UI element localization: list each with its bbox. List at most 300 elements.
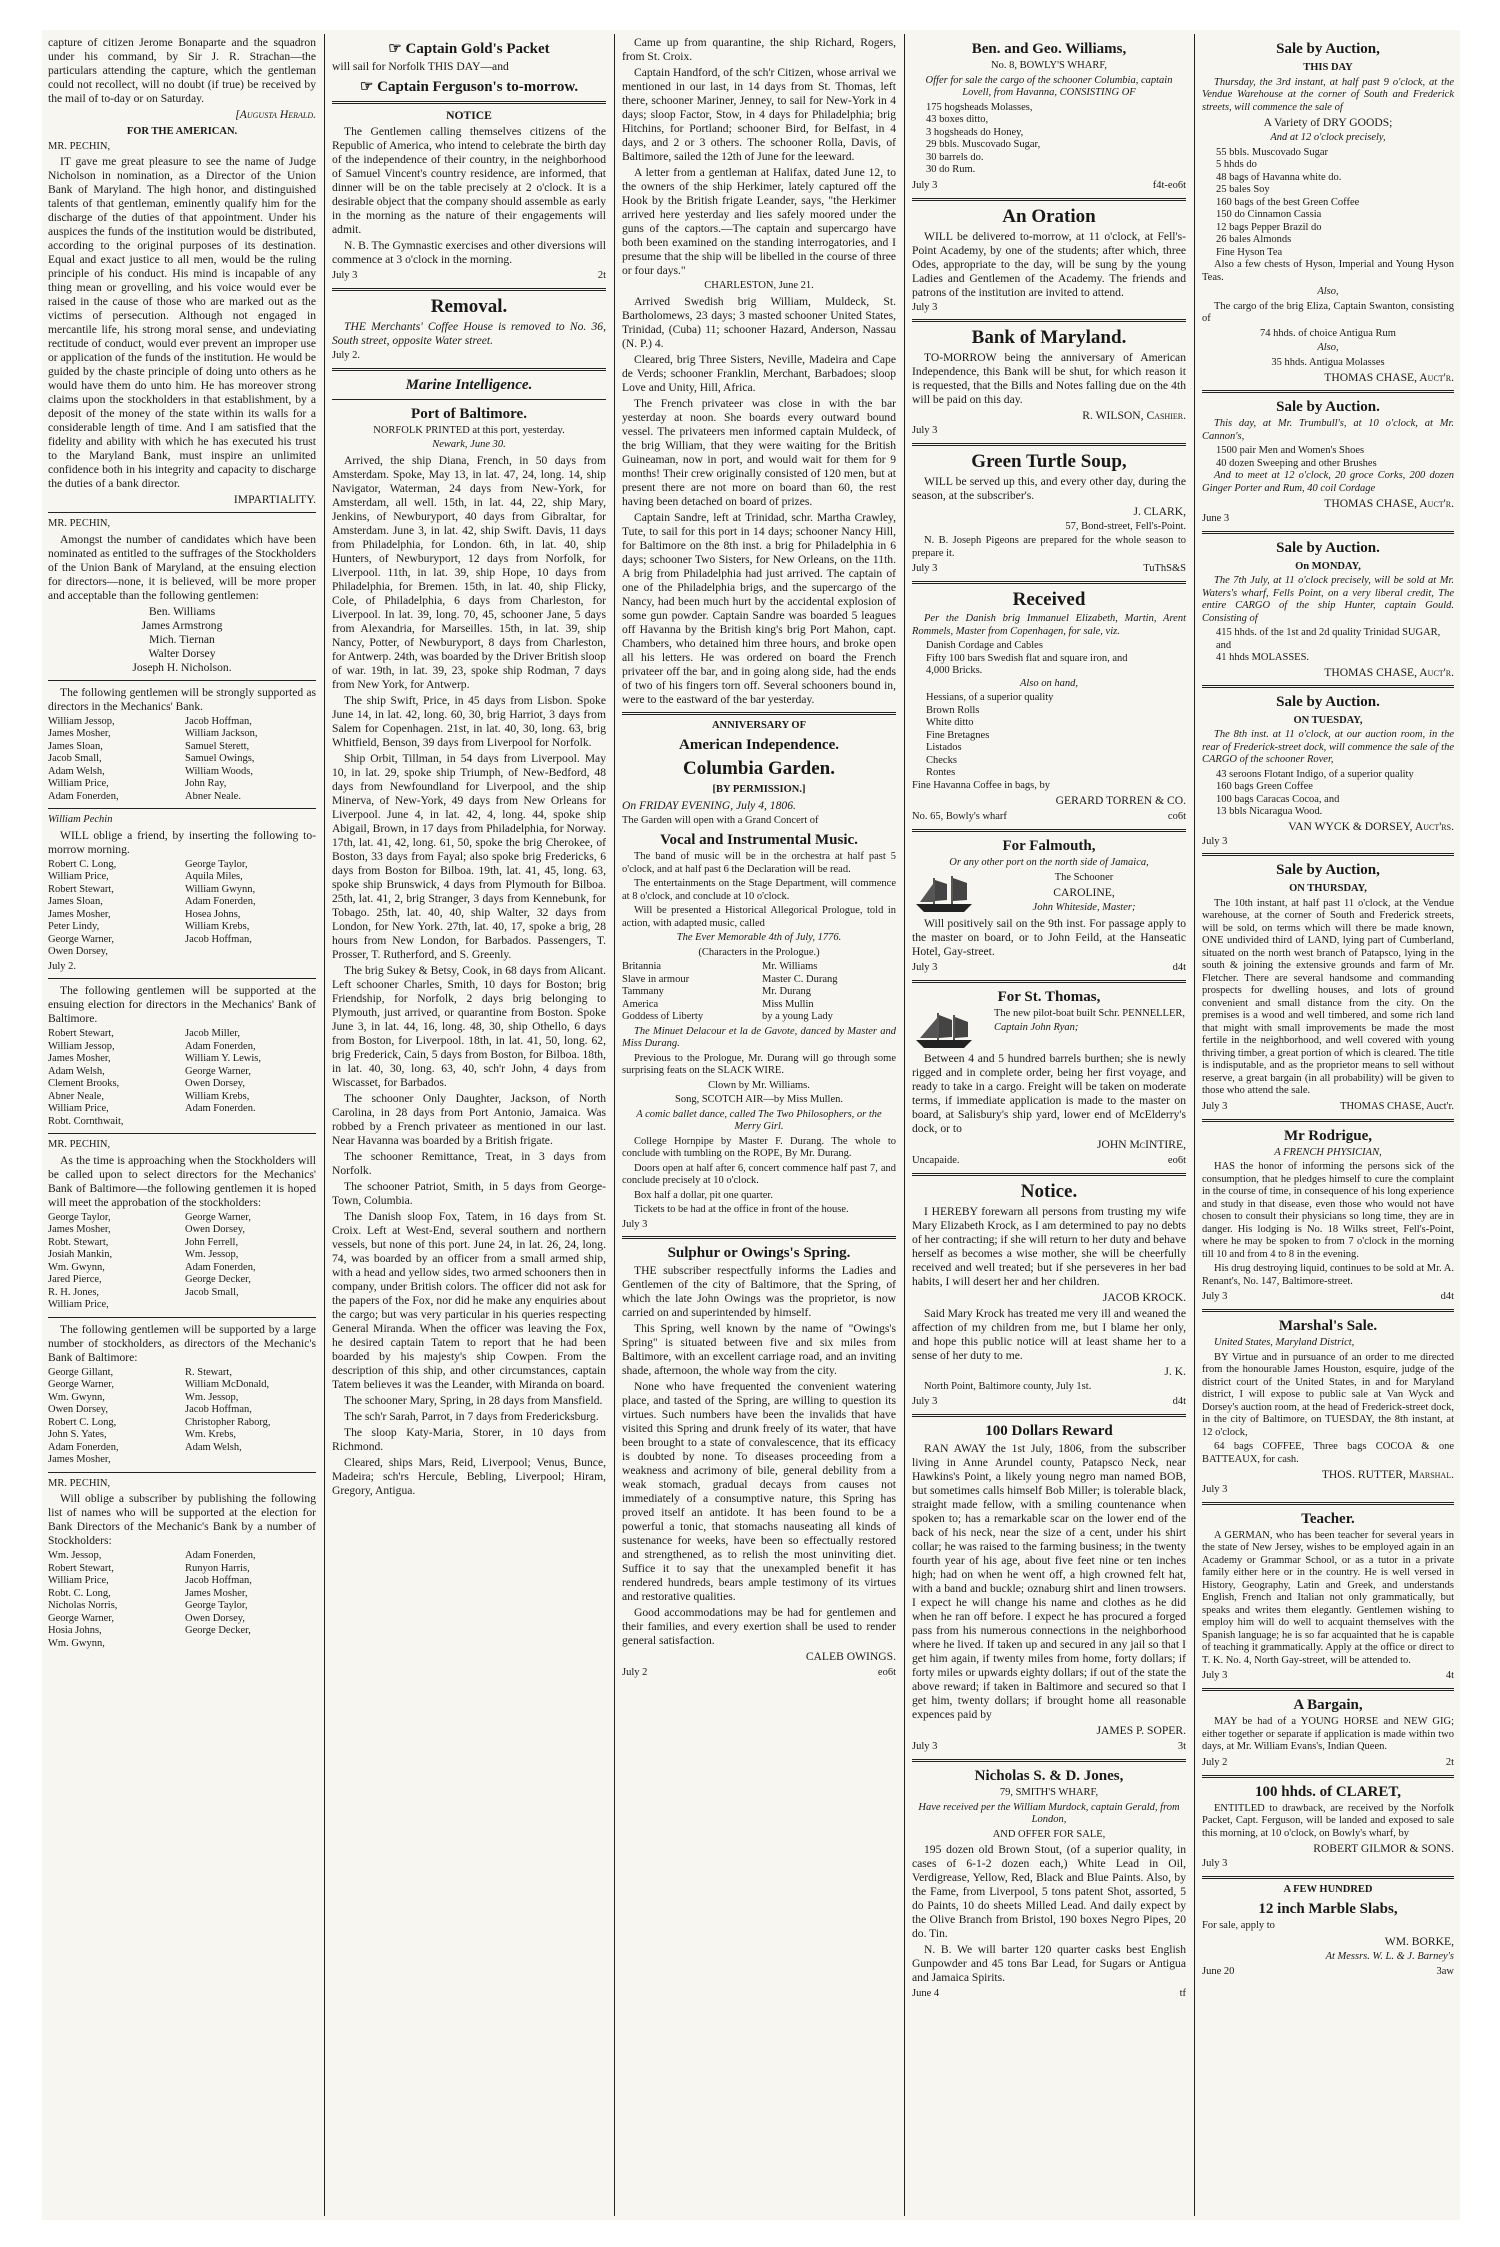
list-entry: Britannia <box>622 961 662 972</box>
auction-text: 74 hhds. of choice Antigua Rum <box>1260 327 1396 339</box>
reward-heading: 100 Dollars Reward <box>985 1423 1113 1439</box>
column-rule <box>324 34 325 2216</box>
list-entry: Slave in armour <box>622 973 690 985</box>
candidate-name: James Armstrong <box>141 618 223 632</box>
list-entry: John Ray, <box>185 778 227 789</box>
falmouth-ship-name: CAROLINE, <box>1053 886 1115 899</box>
chase-signature: THOMAS CHASE, Auct'r. <box>1324 371 1454 384</box>
auction-text: Also, <box>1317 342 1339 353</box>
list-entry: Owen Dorsey, <box>48 946 108 957</box>
dateline: July 3 <box>912 301 938 313</box>
list-entry: Jared Pierce, <box>48 1274 102 1285</box>
director-list <box>48 1028 316 1128</box>
list-entry: George Warner, <box>48 1612 114 1624</box>
caleb-owings-signature: CALEB OWINGS. <box>805 1650 896 1663</box>
marine-report: The ship Swift, Price, in 45 days from Lisbon. Spoke June 14, in lat. 42, long. 60, 30, brig Harriot, 3 days from Salem for Copenhagen. 21st, in lat. 40, 30, long. 63, brig Whitfield, Benson, 39 days from Liverpool for Norfolk. <box>332 693 606 749</box>
falmouth-text: Will positively sail on the 9th inst. For passage apply to the master on board, or to John Feild, at the Hanseatic Hotel, Gay-street. <box>912 916 1186 958</box>
dateline: July 3 2t <box>332 270 606 281</box>
dateline: July 3 <box>622 1218 648 1230</box>
list-entry: William Krebs, <box>185 921 250 932</box>
auction-text: This day, at Mr. Trumbull's, at 10 o'clock, at Mr. Cannon's, <box>1202 418 1454 442</box>
list-entry: Christopher Raborg, <box>185 1416 271 1428</box>
list-entry: Goddess of Liberty <box>622 1011 704 1022</box>
dateline: July 3 f4t-eo6t <box>912 179 1186 191</box>
spring-text: THE subscriber respectfully informs the Ladies and Gentlemen of the city of Baltimore, that the Spring, of which the late John Owings was the proprietor, is now carried on and superintended by himself. <box>622 1264 896 1319</box>
spring-text: Good accommodations may be had for gentlemen and their families, and every exertion shall be used to render general satisfaction. <box>622 1606 896 1647</box>
marine-report: Came up from quarantine, the ship Richard, Rogers, from St. Croix. <box>622 36 896 63</box>
for-the-american-heading: FOR THE AMERICAN. <box>126 126 238 137</box>
divider <box>1202 390 1454 393</box>
list-entry: William Gwynn, <box>185 883 256 895</box>
list-entry: Robt. C. Long, <box>48 1587 111 1599</box>
auction-goods-list <box>1202 147 1454 260</box>
garden-program: College Hornpipe by Master F. Durang. The whole to conclude with tumbling on the ROPE, By Mr. Durang. <box>622 1135 896 1159</box>
dateline: Uncapaide. eo6t <box>912 1154 1186 1166</box>
dateline: July 2. <box>48 960 77 972</box>
list-entry: James Sloan, <box>48 896 103 907</box>
packet-text: will sail for Norfolk THIS DAY—and <box>332 60 509 73</box>
union-bank-letter: IT gave me great pleasure to see the name of Judge Nicholson in nomination, as a Director of the Union Bank of Maryland. The high honor, and distinguished talents of that gentleman, eminently qualify him for the discharge of the duties of that appointment. Under his auspices the funds of the institution would be distributed, according to the original purposes of its destination. Equal and exact justice to all men, would be the ruling principle of his conduct. His mind is incapable of any thing mean or grovelling, and his voice would ever be raised in the cause of those who are marked out as the victims of persecution. Although not engaged in mercantile life, his strong moral sense, and undeviating rectitude of conduct, would ever prevent an improper use or application of the funds of the institution. He would be guided by the chaste principle of doing unto others as he would have them do unto him. He has moreover strong claims upon the stockholders in that establishment, by a deposit of the money of the state within its walls for a considerable length of time. And I am satisfied that the fidelity and ability with which he has executed his trust to the Maryland Bank, must inspire an unlimited confidence both in his integrity and capacity to discharge the duties of a bank director. <box>48 155 316 490</box>
garden-program: Will be presented a Historical Allegorical Prologue, told in action, with adapted music, called <box>622 905 896 929</box>
list-entry: Adam Fonerden, <box>48 790 119 802</box>
list-entry: America <box>622 998 659 1010</box>
auction-text: And at 12 o'clock precisely, <box>1270 132 1386 143</box>
list-entry: Jacob Small, <box>48 753 102 764</box>
notice-heading: Notice. <box>1020 1180 1078 1202</box>
marine-report: A letter from a gentleman at Halifax, dated June 12, to the owners of the ship Herkimer, lately captured off the Hook by the British frigate Leander, says, "the Herkimer arrived here yesterday and lies safely moored under the guns of the captors.—The captain and supercargo have both been examined on the standing interrogatories, and I presume that the ship will be libelled in the course of three or four days." <box>622 166 896 277</box>
mechanics-bank-notice: The following gentlemen will be supported by a large number of stockholders, as directors of the Mechanic's Bank of Baltimore: <box>48 1322 316 1364</box>
garden-program: Box half a dollar, pit one quarter. <box>634 1189 773 1201</box>
divider <box>1202 531 1454 534</box>
marble-heading: 12 inch Marble Slabs, <box>1258 1901 1398 1917</box>
list-entry: John Ferrell, <box>185 1236 239 1248</box>
list-entry: James Mosher, <box>48 1454 111 1465</box>
list-entry: Robt. Stewart, <box>48 1236 109 1248</box>
dateline: No. 65, Bowly's wharf co6t <box>912 811 1186 822</box>
auction-text: The cargo of the brig Eliza, Captain Swanton, consisting of <box>1202 300 1454 324</box>
list-item: 12 bags Pepper Brazil do <box>1216 221 1322 233</box>
list-entry: Peter Lindy, <box>48 921 100 932</box>
spring-text: None who have frequented the convenient watering place, and tasted of the Spring, are willing to question its virtues. Such numbers have been the invalids that have visited this Spring and drunk freely of its water, that have been brought to a state of convalescence, that its efficacy is doubted by none. To diseases proceeding from a weakness and acrimony of bile, general debility from a weak stomach, gradual decays from causes not immediately of a consumptive nature, this Spring has proved itself an antidote. It has been found to be a powerful a tonic, that stomachs nauseating all kinds of sustenance for weeks, have been so effectually restored and strengthened, as to relish the most uninviting diet. Suffice it to say that the unexampled benefit it has rendered hundreds, bears ample testimony of its virtues and restorative qualities. <box>622 1380 896 1603</box>
list-item: 175 hogsheads Molasses, <box>926 101 1033 113</box>
turtle-text: WILL be served up this, and every other day, during the season, at the subscriber's. <box>912 474 1186 502</box>
pointing-hand-icon: ☞ <box>388 41 402 57</box>
marine-report: The sch'r Sarah, Parrot, in 7 days from Fredericksburg. <box>344 1409 599 1423</box>
dateline: July 3 THOMAS CHASE, Auct'r. <box>1202 1100 1454 1112</box>
list-entry: R. Stewart, <box>185 1366 232 1378</box>
reward-text: RAN AWAY the 1st July, 1806, from the subscriber living in Anne Arundel county, Patapsco Neck, near Hawkins's Point, a likely young negro man named BOB, but sometimes calls himself Bob Miller; is tolerable black, straight made fellow, with a smiling countenance when spoken to; has a remarkable scar on the lower end of the back of his neck, near the size of a cent, under his shirt collar; he was raised to the farming business; in the twenty fourth year of his age, about five feet nine or ten inches high; had on when he went off, a high crowned felt hat, with a band and buckle; oznaburg shirt and linen trowsers. I expect he will change his name and clothes as he did when he ran off before. I expect he has procured a forged pass from his numerous connections in the neighborhood where he lived. If taken up and secured in any jail so that I get him again, if twenty miles from home, forty dollars; if forty miles or upwards eighty dollars; if out of the state the above reward; if taken in Baltimore and secured so that I get him, twenty dollars; if brought home all reasonable expences paid by <box>912 1442 1186 1721</box>
divider <box>1202 1775 1454 1778</box>
packet-heading: ☞ Captain Gold's Packet <box>388 41 550 57</box>
event-date: On FRIDAY EVENING, July 4, 1806. <box>622 798 796 812</box>
list-entry: Hosea Johns, <box>185 908 241 920</box>
list-entry: Adam Welsh, <box>48 765 105 777</box>
clark-signature: J. CLARK, <box>1133 504 1186 518</box>
letter-salutation: William Pechin <box>48 814 113 825</box>
list-item: 26 bales Almonds <box>1216 234 1292 245</box>
director-list <box>48 1550 316 1650</box>
bonaparte-capture-text: capture of citizen Jerome Bonaparte and the squadron under his command, by Sir J. R. Strachan—the particulars attending the capture, which the gentleman could not recollect, will no doubt (if true) be received by the mail of to-day or on Saturday. <box>48 36 316 105</box>
jones-address: 79, SMITH'S WHARF, <box>999 1787 1099 1798</box>
list-entry: Jacob Hoffman, <box>185 715 252 727</box>
auction-text: The 10th instant, at half past 11 o'clock, at the Vendue warehouse, at the corner of South and Frederick streets, will be sold, on terms which will there be made known, ONE undivided third of LAND, lying part of Cumberland, situated on the north west branch of Patapsco, lying in the south & joining the extensive grounds and farm of Mr. Fletcher. There are several handsome and commanding prospects for dwelling houses, and lots of ground convenient and small distance from the city. On the premises is a wood and well timbered, and some rich land that might with small improvements be made the most fertile in the neighborhood, and well covered with young thriving timber, a great portion of which is cleared. The title is indisputable, and as the proprietor means to sell without reserve, a great bargain (in all probability) will be given to those who attend the sale. <box>1202 897 1454 1096</box>
received-intro: Per the Danish brig Immanuel Elizabeth, Martin, Arent Rommels, Master from Copenhagen, for sale, viz. <box>912 613 1186 637</box>
director-list <box>48 716 316 804</box>
list-entry: William McDonald, <box>185 1379 270 1390</box>
column-4 <box>906 36 1192 2212</box>
clark-address: 57, Bond-street, Fell's-Point. <box>1065 520 1186 532</box>
auction-heading: Sale by Auction. <box>1276 539 1380 556</box>
auction-text: Thursday, the 3rd instant, at half past 9 o'clock, at the Vendue Warehouse at the corner of South and Frederick streets, will commence the sale of <box>1202 76 1454 113</box>
auction-variety: A Variety of DRY GOODS; <box>1263 116 1393 129</box>
list-item: Rontes <box>926 767 956 778</box>
marine-report: Arrived, the ship Diana, French, in 50 days from Amsterdam. Spoke, May 13, in lat. 47, 24, long. 14, ship Navigator, Waterman, 24 days from New-York, for Amsterdam, all well. 15th, in lat. 44, 22, ship Mary, Jenkins, of Newburyport, 40 days from Gibraltar, for Amsterdam. June 3, in lat. 42, ship Swift. Davis, 11 days from Philadelphia, for London. 6th, in lat. 40, ship Hunters, of Newburyport, 12 days from Norfolk, for Liverpool. 11th, in lat. 39, ship Hope, 10 days from Philadelphia, for Bremen. 15th, in lat. 40, ship Flicky, Cole, of Philadelphia, 6 days from Charleston, for Liverpool. In lat. 39, long. 70, 45, schooner Jane, 5 days from Alexandria, for Marseilles. 15th, in lat. 39, ship Nancy, Potter, of Newburyport, 8 days from Charleston, for Antwerp. 24th, was boarded by the Driver British sloop of war. 19th, in lat. 39, 23, spoke ship Rodman, 7 days from New York, for Antwerp. <box>332 453 607 691</box>
permission-line: [BY PERMISSION.] <box>712 784 806 795</box>
auction-heading: Sale by Auction. <box>1276 399 1380 415</box>
list-entry: James Sloan, <box>48 740 103 752</box>
divider <box>48 680 316 681</box>
divider <box>1202 1309 1454 1312</box>
list-entry: Miss Mullin <box>762 998 814 1010</box>
list-entry <box>185 1299 316 1312</box>
auction-text: The 7th July, at 11 o'clock precisely, will be sold at Mr. Waters's wharf, Fells Point, on a very liberal credit, The entire CARGO of the ship Hunter, captain Gould. Consisting of <box>1202 575 1454 624</box>
auction-goods-list <box>1202 445 1454 470</box>
candidate-name: Mich. Tiernan <box>149 632 215 646</box>
marine-report: Captain Sandre, left at Trinidad, schr. Martha Crawley, Tute, to sail for this port in 14 days; schooner Nancy Hill, for Baltimore on the 8th inst. a brig for Philadelphia in 6 days; schooner Two Sisters, for New Orleans, on the 11th. A brig from Philadelphia had just arrived. The captain of one of the Philadelphia brigs, and the supercargo of the Nancy, had been much hurt by the accidental explosion of some gun powder. Captain Sandre was boarded 5 leagues off Havanna by the British king's brig Port Mahon, capt. Chambers, who detained him three hours, and broke open all his letters. He was ordered on board the French privateer off the bar, and in going along side, had the ends of two of his fingers torn off. Several schooners bound in, were to the eastward of the bar yesterday. <box>622 510 896 706</box>
list-entry: John S. Yates, <box>48 1429 107 1440</box>
list-entry: Nicholas Norris, <box>48 1600 118 1611</box>
candidate-name: Walter Dorsey <box>148 646 216 660</box>
mcintire-signature: JOHN McINTIRE, <box>1096 1137 1186 1151</box>
list-entry: William Krebs, <box>185 1090 250 1102</box>
list-entry: Wm. Krebs, <box>185 1429 237 1440</box>
notice-text: The Gentlemen calling themselves citizens of the Republic of America, who intend to celebrate the birth day of the independence of their country, in the neighborhood of Samuel Vincent's country residence, are informed, that dinner will be on the table precisely at 2 o'clock. It is a desirable object that the company should assemble as early in the morning as the nature of their engagements will admit. <box>332 125 606 236</box>
auction-day: THIS DAY <box>1303 62 1353 73</box>
divider <box>48 1133 316 1134</box>
list-item: 5 hhds do <box>1216 159 1257 170</box>
list-item: 48 bags of Havanna white do. <box>1216 171 1342 183</box>
marshal-sub: United States, Maryland District, <box>1214 1337 1355 1348</box>
dateline: Newark, June 30. <box>432 439 506 450</box>
list-entry: Tammany <box>622 986 664 997</box>
column-3 <box>616 36 902 2212</box>
letter-salutation: MR. PECHIN, <box>48 518 111 529</box>
mechanics-bank-notice: The following gentlemen will be strongly supported as directors in the Mechanics' Bank. <box>48 685 316 713</box>
list-entry: George Taylor, <box>185 858 248 870</box>
list-item: 29 bbls. Muscovado Sugar, <box>926 139 1041 150</box>
wilson-signature: R. WILSON, Cashier. <box>1082 409 1186 422</box>
list-entry: George Warner, <box>48 933 114 945</box>
list-entry: Wm. Gwynn, <box>48 1637 105 1649</box>
friend-request-text: WILL oblige a friend, by inserting the following to-morrow morning. <box>48 828 316 856</box>
list-entry: William Jessop, <box>48 1040 115 1052</box>
list-entry: Abner Neale. <box>185 790 241 802</box>
list-entry: Jacob Hoffman, <box>185 1575 252 1586</box>
mechanics-bank-notice: As the time is approaching when the Stockholders will be called upon to select directors for the Mechanics' Bank of Baltimore—the following gentlemen it is hoped will meet the approbation of the stockholders: <box>48 1153 316 1209</box>
list-entry: James Mosher, <box>185 1587 248 1599</box>
list-entry: Owen Dorsey, <box>48 1404 108 1415</box>
list-item: Fine Hyson Tea <box>1216 246 1283 258</box>
concert-line: The Garden will open with a Grand Concert of <box>622 814 819 826</box>
list-entry: James Mosher, <box>48 728 111 739</box>
sulphur-spring-heading: Sulphur or Owings's Spring. <box>667 1245 851 1261</box>
torren-signature: GERARD TORREN & CO. <box>1055 794 1186 807</box>
list-entry: George Warner, <box>185 1211 251 1223</box>
list-entry: Samuel Sterett, <box>185 740 250 752</box>
divider <box>622 712 896 715</box>
letter-salutation: MR. PECHIN, <box>48 1477 111 1489</box>
list-entry: Robert Stewart, <box>48 883 114 895</box>
marshal-text: BY Virtue and in pursuance of an order to me directed from the honourable James Houston, esquire, judge of the district court of the United States, in and for Maryland district, I will expose to public sale at Van Wyck and Dorsey's auction room, at the head of Frederick-street dock, in the city of Baltimore, on TUESDAY, the 8th instant, at 12 o'clock, <box>1202 1351 1454 1438</box>
list-entry: Owen Dorsey, <box>185 1224 245 1235</box>
list-entry: William Price, <box>48 1299 109 1310</box>
list-entry: George Warner, <box>48 1379 114 1390</box>
marine-report: Ship Orbit, Tillman, in 54 days from Liverpool. May 10, in lat. 29, spoke ship Triumph, of New-Bedford, 48 days from Newfoundland for Liverpool, and the ship Minerva, of New-York, 49 days from New Orleans for Liverpool. June 4, in lat. 42, 4, long. 44, spoke ship Abigail, Brown, in 17 days from Philadelphia, for Norway. 17th, lat. 41, 42, long. 61, 50, spoke the brig Cherokee, of Boston, 33 days from Fayal; also spoke brig Fredericks, 6 days from Boston for Bilboa. 19th, lat. 41, 45, long. 63, spoke ship Brunswick, 4 days from Plymouth for Bilboa. 25th, lat. 41, 2, brig Stranger, 3 days from Kennebunk, for Tobago. 25th, lat. 40, 40, ship Walter, 32 days from London, for New York. 27th, lat. 40, 17, spoke a brig, 28 hours from New London, for Barbados. Passengers, T. Prosser, T. Rutherford, and S. Greenly. <box>332 751 606 961</box>
impartiality-signature: IMPARTIALITY. <box>233 493 316 506</box>
list-entry: Aquila Miles, <box>185 871 243 882</box>
dateline: June 4 tf <box>912 1988 1186 1999</box>
st-thomas-sub: The new pilot-boat built Schr. PENNELLER, <box>994 1007 1186 1019</box>
dateline: July 3 <box>1202 1484 1228 1495</box>
list-entry: William Jackson, <box>185 728 258 739</box>
list-entry: Adam Fonerden, <box>185 1040 256 1052</box>
list-entry: Runyon Harris, <box>185 1562 250 1574</box>
list-entry: Adam Welsh, <box>48 1065 105 1077</box>
auction-text: The 8th inst. at 11 o'clock, at our auction room, in the rear of Frederick-street dock, will commence the sale of the CARGO of the schooner Rover, <box>1202 729 1454 765</box>
list-entry: Adam Welsh, <box>185 1441 242 1453</box>
list-entry: William Woods, <box>185 765 253 777</box>
divider <box>622 1236 896 1239</box>
auction-text: Also, <box>1317 286 1339 297</box>
gilmor-signature: ROBERT GILMOR & SONS. <box>1313 1842 1454 1855</box>
dateline: July 3 <box>1202 1858 1228 1869</box>
list-item: 3 hogsheads do Honey, <box>926 126 1024 138</box>
auction-goods-list <box>1202 627 1454 665</box>
list-entry: Master C. Durang <box>762 973 838 985</box>
oration-heading: An Oration <box>1002 205 1096 227</box>
soper-signature: JAMES P. SOPER. <box>1096 1724 1186 1737</box>
williams-offer: Offer for sale the cargo of the schooner Columbia, captain Lovell, from Havanna, CONSISTING OF <box>925 74 1173 98</box>
dateline: June 20 3aw <box>1202 1966 1454 1977</box>
sailing-ship-icon <box>912 1010 976 1050</box>
divider <box>912 980 1186 983</box>
list-entry <box>185 946 316 959</box>
list-item: 13 bbls Nicaragua Wood. <box>1216 806 1323 817</box>
divider <box>912 829 1186 832</box>
list-entry <box>185 1638 316 1651</box>
column-5 <box>1196 36 1460 2212</box>
list-entry: Owen Dorsey, <box>185 1078 245 1089</box>
krock-signature: JACOB KROCK. <box>1102 1290 1186 1304</box>
removal-text: THE Merchants' Coffee House is removed to No. 36, South street, opposite Water street. <box>332 320 606 347</box>
list-item: 30 barrels do. <box>926 151 984 163</box>
list-entry: George Decker, <box>185 1274 251 1285</box>
column-rule <box>1194 34 1195 2216</box>
list-entry: Jacob Hoffman, <box>185 1404 252 1415</box>
marine-report: The schooner Mary, Spring, in 28 days from Mansfield. <box>344 1393 603 1407</box>
list-entry: Josiah Mankin, <box>48 1249 113 1260</box>
list-item: Listados <box>926 742 962 753</box>
director-list <box>48 859 316 959</box>
list-entry: Robt. Cornthwait, <box>48 1115 124 1127</box>
jones-heading: Nicholas S. & D. Jones, <box>974 1768 1124 1784</box>
dateline: July 3 d4t <box>912 961 1186 973</box>
port-heading: Port of Baltimore. <box>411 405 527 422</box>
list-entry: Robert Stewart, <box>48 1562 114 1574</box>
list-entry: Adam Fonerden. <box>185 1103 256 1114</box>
divider <box>1202 685 1454 688</box>
auction-day: ON THURSDAY, <box>1289 883 1367 894</box>
list-entry: William Price, <box>48 1103 109 1114</box>
garden-program: Previous to the Prologue, Mr. Durang will go through some surprising feats on the SLACK WIRE. <box>622 1052 896 1076</box>
garden-program: Tickets to be had at the office in front of the house. <box>634 1204 849 1215</box>
list-entry: Adam Fonerden, <box>185 1550 256 1561</box>
divider <box>912 581 1186 584</box>
borke-address: At Messrs. W. L. & J. Barney's <box>1325 1950 1454 1962</box>
list-item: Danish Cordage and Cables <box>926 640 1043 651</box>
dateline: CHARLESTON, June 21. <box>704 280 814 291</box>
list-item: 55 bbls. Muscovado Sugar <box>1216 146 1328 158</box>
bank-of-maryland-heading: Bank of Maryland. <box>971 327 1127 348</box>
goods-list <box>912 640 1186 678</box>
anniversary-heading: American Independence. <box>679 737 839 753</box>
dateline: July 3 d4t <box>1202 1291 1454 1302</box>
jones-intro: Have received per the William Murdock, captain Gerald, from London, <box>918 1801 1180 1825</box>
rodrigue-text: HAS the honor of informing the persons sick of the consumption, that he pledges himself to cure the complaint in the course of time, in consequence of his long experience and study in that disease, even those who would not have chosen to consult their physicians so long time, they are in danger. His lodging is No. 18 Wilks street, Fell's-Point, where he may be spoken to from 7 o'clock in the morning till 10 and from 4 to 8 in the evening. <box>1202 1161 1454 1260</box>
newspaper-page <box>42 30 1460 2220</box>
dateline: July 3 3t <box>912 1741 1186 1752</box>
falmouth-heading: For Falmouth, <box>1002 838 1096 854</box>
divider <box>332 368 606 371</box>
list-item: Fifty 100 bars Swedish flat and square iron, and <box>926 652 1128 664</box>
list-item: 160 bags of the best Green Coffee <box>1216 196 1360 208</box>
list-item: Fine Bretagnes <box>926 729 990 741</box>
dateline: July 3 <box>1202 835 1228 847</box>
divider <box>1202 853 1454 856</box>
rutter-signature: THOS. RUTTER, Marshal. <box>1321 1468 1454 1481</box>
director-list <box>48 1367 316 1467</box>
claret-heading: 100 hhds. of CLARET, <box>1254 1783 1401 1800</box>
list-entry: Hosia Johns, <box>48 1625 102 1636</box>
marble-pre: A FEW HUNDRED <box>1283 1883 1373 1895</box>
column-rule <box>614 34 615 2216</box>
dateline: June 3 <box>1202 513 1230 524</box>
jones-goods: 195 dozen old Brown Stout, (of a superior quality, in cases of 6-1-2 dozen each,) White Lead in Oil, Verdigrease, Yellow, Red, Black and Blue Paints. Also, by the Fame, from Liverpool, 5 tons patent Shot, assorted, 5 do Paints, 10 do sheets Milled Lead. And daily expect by the Olive Branch from Bristol, 190 boxes Negro Pipes, 20 do. Tin. <box>912 1843 1186 1940</box>
jones-offer: AND OFFER FOR SALE, <box>992 1828 1106 1840</box>
st-thomas-text: Between 4 and 5 hundred barrels burthen; she is newly rigged and in complete order, being her first voyage, and ready to take in a cargo. Freight will be taken on moderate terms, if immediate application is made to the master on board, at Salisbury's ship yard, lower end of McElderry's dock, or to <box>912 1051 1186 1135</box>
auction-heading: Sale by Auction. <box>1276 693 1380 710</box>
list-entry: Samuel Owings, <box>185 753 255 764</box>
list-entry: Wm. Jessop, <box>185 1391 239 1403</box>
teacher-heading: Teacher. <box>1301 1510 1355 1527</box>
rodrigue-sub: A FRENCH PHYSICIAN, <box>1274 1146 1382 1158</box>
garden-program: A comic ballet dance, called The Two Philosophers, or the Merry Girl. <box>636 1108 882 1132</box>
garden-program: The entertainments on the Stage Department, will commence at 8 o'clock, and conclude at 10 o'clock. <box>622 878 896 902</box>
also-on-hand: Also on hand, <box>1019 677 1079 689</box>
list-entry: William Price, <box>48 1575 109 1586</box>
divider <box>1202 1502 1454 1505</box>
borke-signature: WM. BORKE, <box>1384 1934 1454 1948</box>
notice-heading: NOTICE <box>446 109 492 122</box>
characters-heading: (Characters in the Prologue.) <box>698 946 820 958</box>
received-tail: Fine Havanna Coffee in bags, by <box>912 779 1051 791</box>
list-item: Checks <box>926 754 957 766</box>
marshal-heading: Marshal's Sale. <box>1278 1318 1378 1334</box>
list-entry: William Y. Lewis, <box>185 1053 261 1064</box>
list-entry: Jacob Miller, <box>185 1028 240 1039</box>
auction-text: 35 hhds. Antigua Molasses <box>1271 356 1385 368</box>
cargo-list <box>912 102 1186 177</box>
list-entry: James Mosher, <box>48 1053 111 1064</box>
list-entry: George Warner, <box>185 1065 251 1077</box>
marine-report: The French privateer was close in with the bar yesterday at noon. She boards every outward bound vessel. The privateers men informed captain Muldeck, of the brig William, that they were waiting for the British Guineaman, now in port, and would wait for them for 9 months! Their crew originally consisted of 120 men, but at present there are not more on board than 60, the rest having been detached on board of prizes. <box>622 396 896 508</box>
divider <box>912 1759 1186 1762</box>
list-entry: George Decker, <box>185 1625 251 1636</box>
list-entry: Mr. Williams <box>762 961 818 972</box>
list-entry: R. H. Jones, <box>48 1286 100 1298</box>
packet-heading: ☞ Captain Ferguson's to-morrow. <box>359 79 579 95</box>
marine-report: The schooner Remittance, Treat, in 3 days from Norfolk. <box>332 1149 606 1177</box>
list-entry: Owen Dorsey, <box>185 1612 245 1624</box>
character-list <box>622 961 896 1024</box>
anniversary-heading: ANNIVERSARY OF <box>711 719 807 731</box>
list-entry: Abner Neale, <box>48 1090 104 1102</box>
bargain-text: MAY be had of a YOUNG HORSE and NEW GIG; either together or separate if application is made within two days, at Mr. William Evans's, Indian Queen. <box>1202 1716 1454 1752</box>
list-entry: Wm. Jessop, <box>48 1550 102 1561</box>
garden-program: The band of music will be in the orchestra at half past 5 o'clock, and at half past 6 the Declaration will be read. <box>622 851 896 875</box>
notice-nb-text: N. B. The Gymnastic exercises and other diversions will commence at 3 o'clock in the morning. <box>332 239 606 266</box>
spring-text: This Spring, well known by the name of "Owings's Spring" is situated between five and six miles from Baltimore, with an excellent carriage road, and an inviting shade, afternoon, the whole way from the city. <box>622 1322 896 1377</box>
dateline: July 3 TuThS&S <box>912 563 1186 574</box>
list-entry <box>185 1116 316 1129</box>
marine-report: The sloop Katy-Maria, Storer, in 10 days from Richmond. <box>332 1425 606 1453</box>
list-entry: George Taylor, <box>185 1600 248 1611</box>
list-item: 43 boxes ditto, <box>926 114 989 125</box>
list-entry: Wm. Gwynn, <box>48 1261 105 1273</box>
divider <box>912 1414 1186 1417</box>
column-rule <box>904 34 905 2216</box>
list-entry: Adam Fonerden, <box>48 1441 119 1453</box>
garden-program: Doors open at half after 6, concert commence half past 7, and conclude precisely at 10 o'clock. <box>622 1162 896 1186</box>
goods-list <box>912 692 1186 780</box>
st-thomas-heading: For St. Thomas, <box>997 988 1101 1005</box>
list-item: 4,000 Bricks. <box>926 665 983 676</box>
marine-report: The schooner Only Daughter, Jackson, of North Carolina, in 28 days from Port Antonio, Jamaica. Was robbed by a French privateer as mentioned in our last. Near Havanna was boarded by a British frigate. <box>332 1091 606 1147</box>
van-wyck-signature: VAN WYCK & DORSEY, Auct'rs. <box>1288 819 1454 833</box>
divider <box>48 512 316 513</box>
st-thomas-master: Captain John Ryan; <box>994 1022 1079 1033</box>
divider <box>1202 1119 1454 1122</box>
removal-heading: Removal. <box>430 296 508 317</box>
auction-text: And to meet at 12 o'clock, 20 groce Corks, 200 dozen Ginger Porter and Rum, 40 coil Cordage <box>1202 470 1454 494</box>
dateline: July 2 2t <box>1202 1756 1454 1768</box>
column-2 <box>326 36 612 2212</box>
list-item: White ditto <box>926 717 974 728</box>
list-entry: Adam Fonerden, <box>185 1261 256 1273</box>
candidate-name: Joseph H. Nicholson. <box>132 660 232 674</box>
dateline: July 3 d4t <box>912 1396 1186 1407</box>
list-entry: Jacob Hoffman, <box>185 933 252 945</box>
prologue-title: The Ever Memorable 4th of July, 1776. <box>676 932 842 943</box>
marine-report: The brig Sukey & Betsy, Cook, in 68 days from Alicant. Left schooner Charles, Smith, 10 days for Boston; brig Friendship, for Norfolk, 2 days brig belonging to Plymouth, just arrived, or quarantine from Boston. Spoke June 3, in lat. 44, 16, long. 48, 30, ship Othello, 6 days from Boston, for Liverpool. 18th, in lat. 41, 50, long. 62, brig Frederick, Cain, 5 days from Boston, for Bilboa. 18th, in lat. 40, 30, long. 63, 40, sch'r John, 4 days from Wiscasset, for Barbados. <box>332 963 606 1089</box>
list-item: 100 bags Caracas Cocoa, and <box>1216 793 1340 805</box>
list-item: 415 hhds. of the 1st and 2d quality Trinidad SUGAR, and <box>1216 627 1441 651</box>
krock-location: North Point, Baltimore county, July 1st. <box>924 1380 1092 1392</box>
candidate-name-list <box>48 605 316 675</box>
rodrigue-heading: Mr Rodrigue, <box>1283 1127 1373 1144</box>
krock-notice-tail: Said Mary Krock has treated me very ill and weaned the affection of my children from me, but I blame her only, and hope this public notice will at least shame her to a sense of her duty to me. <box>912 1306 1186 1362</box>
list-entry: Clement Brooks, <box>48 1078 120 1089</box>
